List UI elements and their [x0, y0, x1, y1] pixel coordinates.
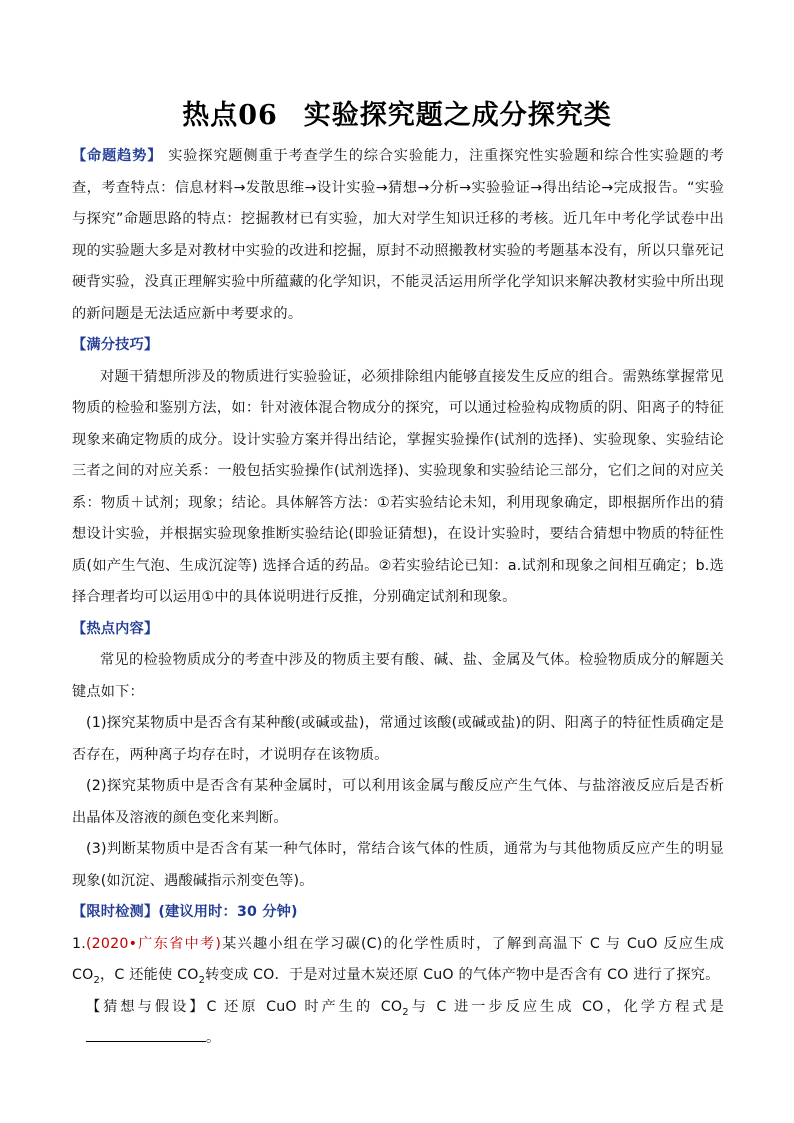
q1-text-c: 转变成 CO．于是对过量木炭还原 CuO 的气体产物中是否含有 CO 进行了探究。 [205, 967, 720, 983]
q1-sub-3: 2 [402, 1006, 409, 1018]
test-label: 【限时检测】(建议用时：30 分钟) [72, 904, 298, 920]
content-point-1: (1)探究某物质中是否含有某种酸(或碱或盐)，常通过该酸(或碱或盐)的阴、阳离子的特征性质确定是否存在，两种离子均存在时，才说明存在该物质。 [72, 715, 724, 763]
q1-end: 。 [206, 1030, 221, 1046]
skills-heading [72, 330, 724, 362]
trend-paragraph [72, 141, 724, 330]
skills-label: 【满分技巧】 [72, 337, 159, 353]
title-part2: 实验探究题之成分探究类 [303, 100, 612, 131]
trend-label: 【命题趋势】 [72, 148, 163, 164]
q1-hypothesis [72, 992, 724, 1055]
q1-text-d: 【猜想与假设】C 还原 CuO 时产生的 CO [86, 998, 403, 1015]
q1-source: (2020•广东省中考) [85, 935, 222, 952]
question-1 [72, 929, 724, 992]
content-intro: 常见的检验物质成分的考查中涉及的物质主要有酸、碱、盐、金属及气体。检验物质成分的解题关键点如下： [72, 652, 724, 700]
content-label: 【热点内容】 [72, 620, 159, 637]
q1-text-a: 某兴趣小组在学习碳(C)的化学性质时，了解到高温下 C 与 CuO 反应生成 CO [72, 935, 724, 983]
document-body [72, 141, 724, 1055]
page-title [0, 93, 794, 132]
q1-number: 1. [72, 935, 86, 952]
content-point-3: (3)判断某物质中是否含有某一种气体时，常结合该气体的性质，通常为与其他物质反应产生的明显现象(如沉淀、遇酸碱指示剂变色等)。 [72, 841, 724, 889]
answer-blank[interactable] [86, 1025, 206, 1042]
skills-text: 对题干猜想所涉及的物质进行实验验证，必须排除组内能够直接发生反应的组合。需熟练掌握常见物质的检验和鉴别方法，如：针对液体混合物成分的探究，可以通过检验构成物质的阴、阳离子的特征现象来确定物质的成分。设计实验方案并得出结论，掌握实验操作(试剂的选择)、实验现象、实验结论三者之间的对应关系：一般包括实验操作(试剂选择)、实验现象和实验结论三部分，它们之间的对应关系：物质＋试剂；现象；结论。具体解答方法：①若实验结论未知，利用现象确定，即根据所作出的猜想设计实验，并根据实验现象推断实验结论(即验证猜想)，在设计实验时，要结合猜想中物质的特征性质(如产生气泡、生成沉淀等) 选择合适的药品。②若实验结论已知：a.试剂和现象之间相互确定；b.选择合理者均可以运用①中的具体说明进行反推，分别确定试剂和现象。 [72, 368, 724, 605]
q1-sub-1: 2 [93, 974, 101, 986]
title-part1: 热点06 [182, 100, 278, 131]
test-heading [72, 897, 724, 929]
q1-text-b: ，C 还能使 CO [100, 967, 199, 983]
content-heading [72, 614, 724, 646]
q1-text-e: 与 C 进一步反应生成 CO，化学方程式是 [408, 998, 724, 1015]
trend-text: 实验探究题侧重于考查学生的综合实验能力，注重探究性实验题和综合性实验题的考查，考查特点：信息材料→发散思维→设计实验→猜想→分析→实验验证→得出结论→完成报告。“实验与探究”命题思路的特点：挖掘教材已有实验，加大对学生知识迁移的考核。近几年中考化学试卷中出现的实验题大多是对教材中实验的改进和挖掘，原封不动照搬教材实验的考题基本没有，所以只靠死记硬背实验，没真正理解实验中所蕴藏的化学知识，不能灵活运用所学化学知识来解决教材实验中所出现的新问题是无法适应新中考要求的。 [72, 148, 724, 322]
content-point-2: (2)探究某物质中是否含有某种金属时，可以利用该金属与酸反应产生气体、与盐溶液反应后是否析出晶体及溶液的颜色变化来判断。 [72, 778, 724, 826]
q1-sub-2: 2 [198, 974, 206, 986]
